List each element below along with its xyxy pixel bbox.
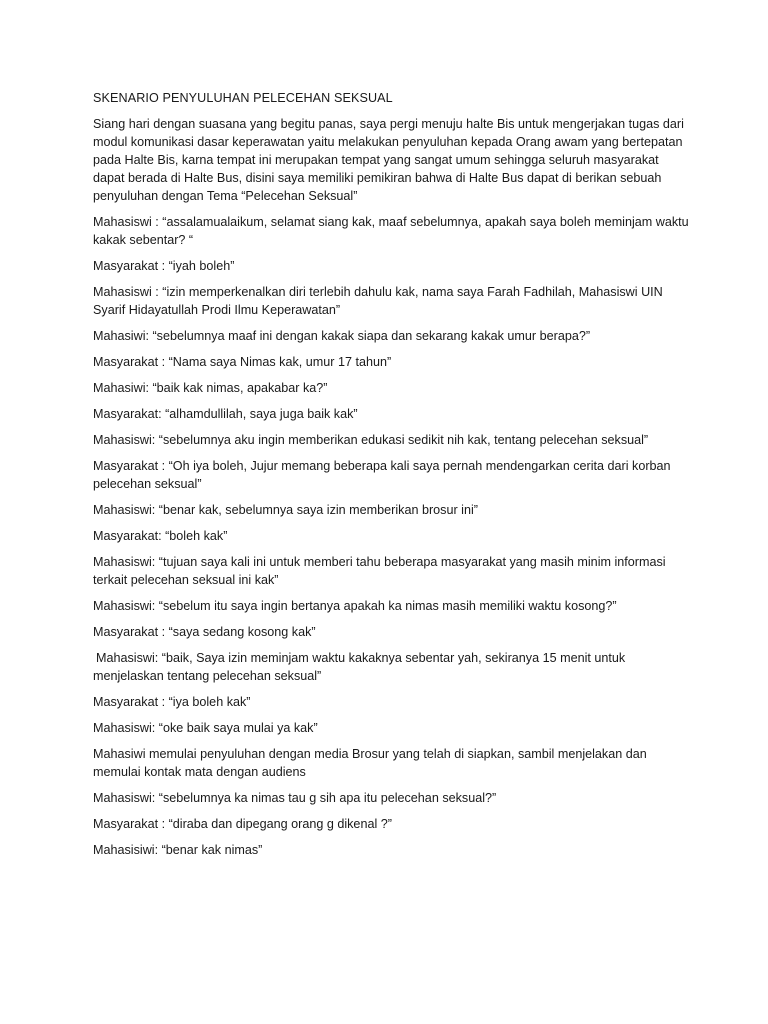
dialogue-line: Mahasiswi : “assalamualaikum, selamat siang kak, maaf sebelumnya, apakah saya boleh meminjam waktu kakak sebentar? “ [93,215,689,247]
dialogue-line: Masyarakat : “saya sedang kosong kak” [93,625,316,639]
dialogue-line: Masyarakat : “iya boleh kak” [93,695,251,709]
dialogue-line: Mahasiwi: “sebelumnya maaf ini dengan kakak siapa dan sekarang kakak umur berapa?” [93,329,591,343]
dialogue-line: Mahasiswi: “tujuan saya kali ini untuk memberi tahu beberapa masyarakat yang masih minim informasi terkait pelecehan seksual ini kak” [93,555,666,587]
dialogue-line: Masyarakat : “diraba dan dipegang orang g dikenal ?” [93,817,392,831]
dialogue-line: Mahasiswi: “sebelumnya ka nimas tau g sih apa itu pelecehan seksual?” [93,791,497,805]
dialogue-line: Mahasiswi: “oke baik saya mulai ya kak” [93,721,318,735]
dialogue-line: Mahasiswi: “baik, Saya izin meminjam waktu kakaknya sebentar yah, sekiranya 15 menit untuk menjelaskan tentang pelecehan seksual” [93,651,626,683]
dialogue-line: Masyarakat: “boleh kak” [93,529,228,543]
narrative-paragraph: Mahasiwi memulai penyuluhan dengan media Brosur yang telah di siapkan, sambil menjelakan dan memulai kontak mata dengan audiens [93,747,647,779]
dialogue-line: Masyarakat : “Nama saya Nimas kak, umur 17 tahun” [93,355,392,369]
dialogue-line: Masyarakat : “iyah boleh” [93,259,235,273]
narrative-paragraph: Siang hari dengan suasana yang begitu panas, saya pergi menuju halte Bis untuk mengerjakan tugas dari modul komunikasi dasar keperawatan yaitu melakukan penyuluhan kepada Orang awam yang bertepatan pada Halte Bis, karna tempat ini merupakan tempat yang sangat umum sehingga seluruh masyarakat dapat berada di Halte Bus, disini saya memiliki pemikiran bahwa di Halte Bus dapat di berikan sebuah penyuluhan dengan Tema “Pelecehan Seksual” [93,117,684,203]
dialogue-line: Mahasiswi: “sebelumnya aku ingin memberikan edukasi sedikit nih kak, tentang pelecehan seksual” [93,433,649,447]
dialogue-line: Masyarakat: “alhamdullilah, saya juga baik kak” [93,407,358,421]
document-title: SKENARIO PENYULUHAN PELECEHAN SEKSUAL [93,91,393,105]
dialogue-line: Mahasiswi: “benar kak, sebelumnya saya izin memberikan brosur ini” [93,503,478,517]
dialogue-line: Mahasiswi : “izin memperkenalkan diri terlebih dahulu kak, nama saya Farah Fadhilah, Mahasiswi UIN Syarif Hidayatullah Prodi Ilmu Keperawatan” [93,285,663,317]
dialogue-line: Mahasiswi: “sebelum itu saya ingin bertanya apakah ka nimas masih memiliki waktu kosong?” [93,599,617,613]
dialogue-line: Mahasiwi: “baik kak nimas, apakabar ka?” [93,381,328,395]
document-page [93,89,693,867]
dialogue-line: Mahasisiwi: “benar kak nimas” [93,843,263,857]
dialogue-line: Masyarakat : “Oh iya boleh, Jujur memang beberapa kali saya pernah mendengarkan cerita dari korban pelecehan seksual” [93,459,671,491]
